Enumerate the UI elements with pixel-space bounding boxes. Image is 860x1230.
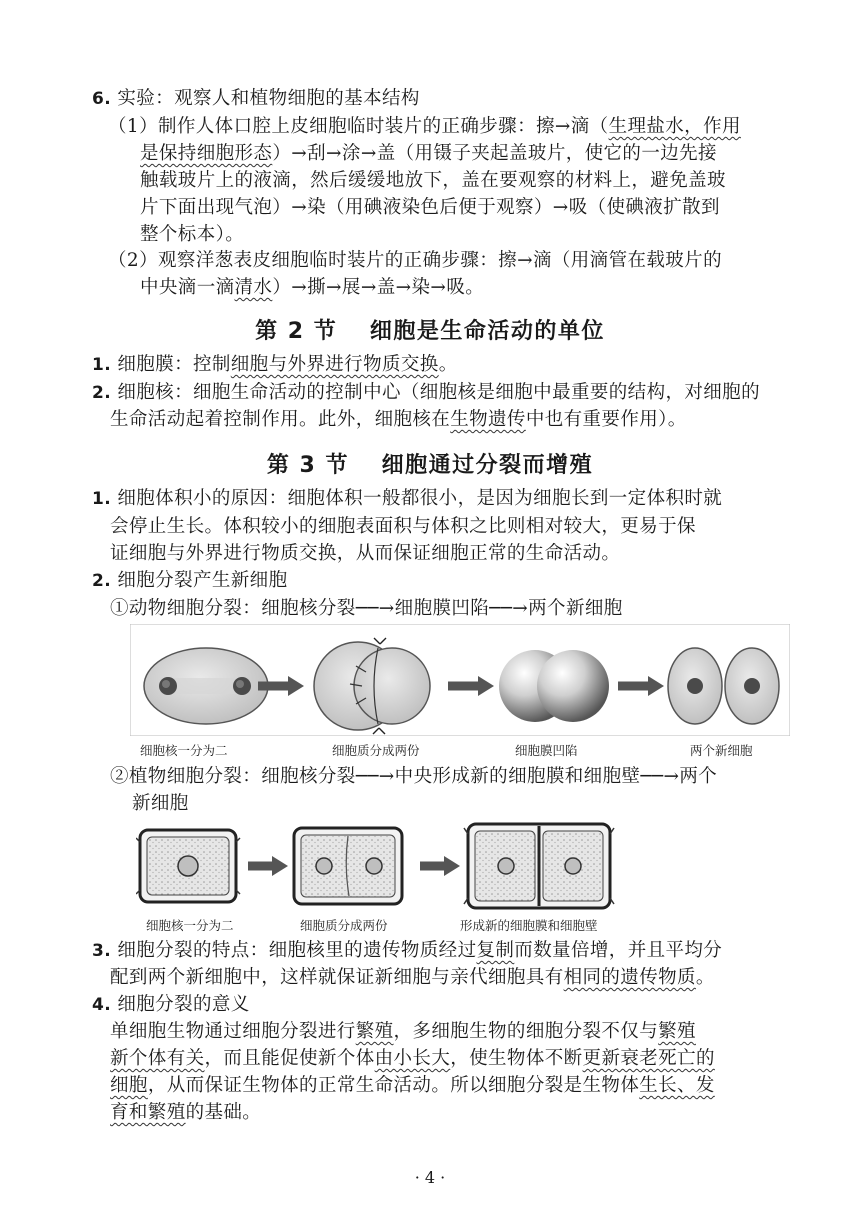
text-span: 生命活动起着控制作用。此外，细胞核在: [110, 409, 451, 430]
section-heading: 第 3 节 细胞通过分裂而增殖: [266, 453, 594, 478]
key-term: 由小长大: [374, 1048, 451, 1069]
figure-caption: 细胞质分成两份: [332, 743, 420, 758]
text-span: ，从而保证生物体的正常生命活动。所以细胞分裂是生物体: [147, 1075, 640, 1096]
text-line: ②植物细胞分裂：细胞核分裂──→中央形成新的细胞膜和细胞壁──→两个: [110, 766, 718, 787]
text-line: [140, 275, 484, 301]
text-line: 证细胞与外界进行物质交换，从而保证细胞正常的生命活动。: [110, 543, 621, 564]
cell-stage-1: [144, 648, 268, 724]
key-term: 新个体有关: [110, 1048, 205, 1069]
text-line: [110, 1100, 261, 1126]
item-number: 3.: [92, 941, 112, 961]
key-term: 生长、发: [639, 1075, 715, 1096]
item-number: 4.: [92, 995, 112, 1015]
page-number: · 4 ·: [414, 1168, 446, 1187]
text-span: （1）制作人体口腔上皮细胞临时装片的正确步骤：擦→滴（: [108, 116, 609, 137]
key-term: 清水: [234, 277, 273, 298]
text-span: 的基础。: [185, 1102, 262, 1123]
section-heading: 第 2 节 细胞是生命活动的单位: [255, 319, 605, 344]
text-span: ，多细胞生物的细胞分裂不仅与: [393, 1021, 659, 1042]
text-line: [140, 141, 717, 167]
text-line: [110, 965, 715, 991]
text-span: 细胞核：细胞生命活动的控制中心（细胞核是细胞中最重要的结构，对细胞的: [117, 382, 760, 403]
text-line: 片下面出现气泡）→染（用碘液染色后便于观察）→吸（使碘液扩散到: [140, 197, 720, 218]
figure-caption: 两个新细胞: [690, 743, 753, 758]
key-term: 繁殖: [355, 1021, 394, 1042]
text-line: [110, 407, 687, 433]
text-span: 。: [438, 354, 458, 375]
key-term: 繁殖: [658, 1021, 696, 1042]
figure-caption: 细胞核一分为二: [140, 743, 228, 758]
text-span: ，使生物体不断: [450, 1048, 583, 1069]
animal-cell-division-figure: [130, 624, 790, 736]
text-line: 触载玻片上的液滴，然后缓缓地放下，盖在要观察的材料上，避免盖玻: [140, 170, 726, 191]
text-line: [92, 352, 458, 378]
text-span: ）→撕→展→盖→染→吸。: [272, 277, 485, 298]
text-span: 细胞分裂的意义: [117, 994, 250, 1015]
text-span: ）→刮→涂→盖（用镊子夹起盖玻片，使它的一边先接: [272, 143, 717, 164]
text-span: 中也有重要作用）。: [525, 409, 687, 430]
text-line: 整个标本）。: [140, 224, 245, 245]
text-line: [92, 380, 760, 406]
figure-caption: 细胞质分成两份: [300, 918, 388, 933]
text-span: 。: [695, 967, 715, 988]
key-term: 相同的遗传物质: [563, 967, 696, 988]
item-number: 2.: [92, 383, 112, 403]
figure-caption: 细胞膜凹陷: [515, 743, 578, 758]
arrow-icon: [444, 856, 460, 876]
text-line: 会停止生长。体积较小的细胞表面积与体积之比则相对较大，更易于保: [110, 516, 696, 537]
text-line: [108, 114, 741, 140]
text-span: 细胞分裂的特点：细胞核里的遗传物质经过: [117, 940, 477, 961]
arrow-icon: [272, 856, 288, 876]
text-line: [110, 1019, 696, 1045]
text-line: （2）观察洋葱表皮细胞临时装片的正确步骤：擦→滴（用滴管在载玻片的: [108, 250, 722, 271]
text-span: 中央滴一滴: [140, 277, 235, 298]
item-number: 1.: [92, 355, 112, 375]
key-term: 复制: [476, 940, 515, 961]
item-title: 实验：观察人和植物细胞的基本结构: [117, 88, 420, 109]
item-number: 2.: [92, 571, 112, 591]
item6-title: [92, 86, 420, 112]
plant-stage-2: [294, 828, 402, 904]
key-term: 生理盐水，作用: [608, 116, 741, 137]
key-term: 更新衰老死亡的: [582, 1048, 715, 1069]
text-span: 细胞体积小的原因：细胞体积一般都很小，是因为细胞长到一定体积时就: [117, 488, 723, 509]
plant-stage-1: [136, 830, 240, 902]
item-number: 1.: [92, 489, 112, 509]
text-span: ，而且能促使新个体: [204, 1048, 375, 1069]
item-number: 6.: [92, 89, 112, 109]
plant-cell-division-figure: [136, 820, 626, 914]
text-line: [110, 1046, 715, 1072]
key-term: 细胞: [110, 1075, 148, 1096]
text-span: 配到两个新细胞中，这样就保证新细胞与亲代细胞具有: [110, 967, 564, 988]
figure-caption: 形成新的细胞膜和细胞壁: [460, 918, 598, 933]
key-term: 细胞与外界进行物质交换: [230, 354, 439, 375]
text-line: [92, 992, 250, 1018]
plant-stage-3: [464, 824, 614, 908]
text-line: [92, 568, 287, 594]
text-line: [92, 486, 722, 512]
text-span: 细胞分裂产生新细胞: [117, 570, 288, 591]
text-line: [110, 1073, 715, 1099]
text-span: 单细胞生物通过细胞分裂进行: [110, 1021, 356, 1042]
text-line: ①动物细胞分裂：细胞核分裂──→细胞膜凹陷──→两个新细胞: [110, 598, 623, 619]
key-term: 是保持细胞形态: [140, 143, 273, 164]
text-span: 细胞膜：控制: [117, 354, 231, 375]
text-line: [92, 938, 722, 964]
key-term: 育和繁殖: [110, 1102, 186, 1123]
text-line: 新细胞: [132, 793, 189, 814]
cell-stage-3: [499, 650, 609, 722]
figure-caption: 细胞核一分为二: [146, 918, 234, 933]
key-term: 生物遗传: [450, 409, 526, 430]
text-span: 而数量倍增，并且平均分: [514, 940, 723, 961]
